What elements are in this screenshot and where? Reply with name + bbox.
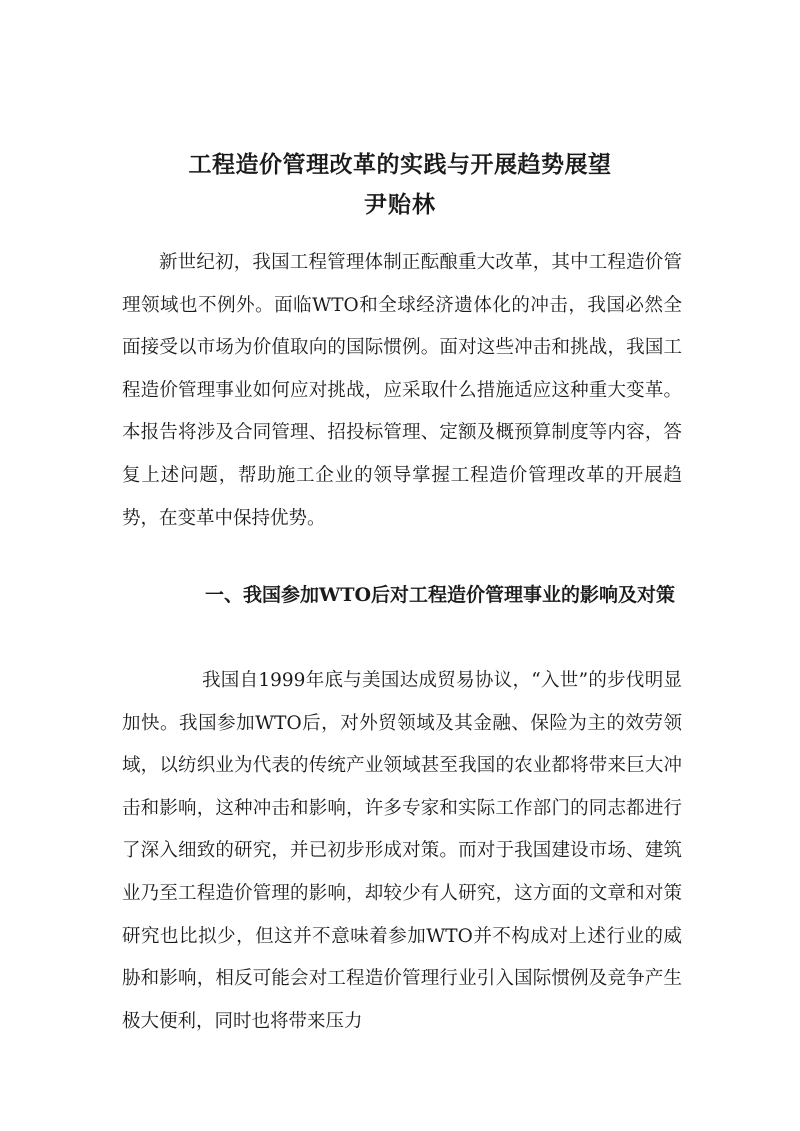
intro-paragraph: 新世纪初，我国工程管理体制正酝酿重大改革，其中工程造价管理领域也不例外。面临WTO和全球经济遗体化的冲击，我国必然全面接受以市场为价值取向的国际惯例。面对这些冲击和挑战，我国工程造价管理事业如何应对挑战，应采取什么措施适应这种重大变革。本报告将涉及合同管理、招投标管理、定额及概预算制度等内容，答复上述问题，帮助施工企业的领导掌握工程造价管理改革的开展趋势，在变革中保持优势。 — [122, 252, 682, 529]
section-paragraph: 我国自1999年底与美国达成贸易协议，“入世”的步伐明显加快。我国参加WTO后，对外贸领域及其金融、保险为主的效劳领域，以纺织业为代表的传统产业领域甚至我国的农业都将带来巨大冲击和影响，这种冲击和影响，许多专家和实际工作部门的同志都进行了深入细致的研究，并已初步形成对策。而对于我国建设市场、建筑业乃至工程造价管理的影响，却较少有人研究，这方面的文章和对策研究也比拟少，但这并不意味着参加WTO并不构成对上述行业的威胁和影响，相反可能会对工程造价管理行业引入国际惯例及竞争产生极大便利，同时也将带来压力 — [122, 670, 682, 1032]
document-author: 尹贻林 — [364, 191, 436, 218]
section-heading: 一、我国参加WTO后对工程造价管理事业的影响及对策 — [205, 584, 676, 606]
document-title: 工程造价管理改革的实践与开展趋势展望 — [188, 151, 612, 178]
